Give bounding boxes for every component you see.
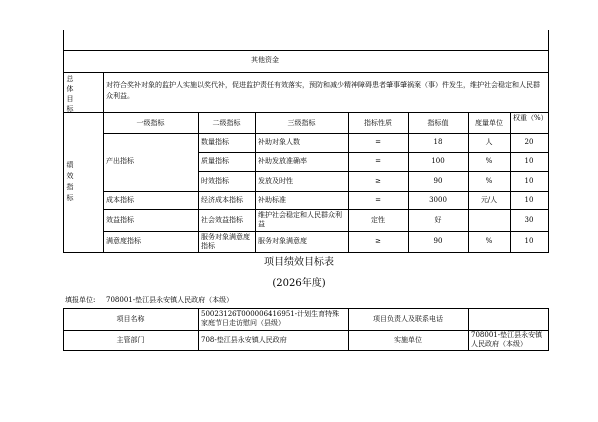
cell-level1: 满意度指标 xyxy=(106,237,141,245)
header-value: 指标值 xyxy=(427,119,449,127)
cell-level3: 发放及时性 xyxy=(258,177,293,185)
cell-nature: = xyxy=(375,196,381,204)
cell-weight: 30 xyxy=(524,216,534,224)
header-nature: 指标性质 xyxy=(364,119,392,127)
dept-value: 708-垫江县永安镇人民政府 xyxy=(201,336,287,344)
cell-unit: % xyxy=(485,177,493,185)
cell-value: 18 xyxy=(433,138,443,146)
cell-level3: 补助发放准确率 xyxy=(258,157,307,165)
cell-level1: 产出指标 xyxy=(106,157,134,165)
overall-goal-label: 总体目标 xyxy=(66,75,74,113)
cell-level2: 数量指标 xyxy=(201,138,229,146)
cell-level1: 成本指标 xyxy=(106,196,134,204)
fill-unit-label: 填报单位: xyxy=(65,296,96,304)
cell-level3: 服务对象满意度 xyxy=(258,237,307,245)
other-funds-label: 其他资金 xyxy=(251,56,279,64)
project-name-value: 50023126T000006416951-计划生育特殊家庭节日走访慰问（县级） xyxy=(201,310,340,327)
header-level3: 三级指标 xyxy=(287,119,316,127)
cell-level2: 质量指标 xyxy=(201,157,229,165)
cell-unit: 元/人 xyxy=(480,196,498,204)
cell-unit: % xyxy=(485,157,493,165)
cell-level3: 补助对象人数 xyxy=(258,138,300,146)
cell-nature: ≥ xyxy=(375,237,381,245)
cell-level3: 补助标准 xyxy=(258,196,286,204)
document-title: 项目绩效目标表 xyxy=(264,257,334,268)
cell-value: 90 xyxy=(433,177,443,185)
cell-value: 100 xyxy=(431,157,445,165)
cell-level2: 服务对象满意度指标 xyxy=(201,233,250,250)
overall-goal-text: 对符合奖补对象的监护人实施以奖代补，促进监护责任有效落实，预防和减少精神障碍患者肇事肇祸案（事）件发生，维护社会稳定和人民群众利益。 xyxy=(106,81,540,100)
cell-nature: = xyxy=(375,157,381,165)
cell-weight: 10 xyxy=(524,196,534,204)
cell-nature: = xyxy=(375,138,381,146)
impl-unit-value: 708001-垫江县永安镇人民政府（本级） xyxy=(471,331,543,348)
cell-level2: 经济成本指标 xyxy=(201,196,243,204)
cell-unit: % xyxy=(485,237,493,245)
header-level1: 一级指标 xyxy=(136,119,165,127)
project-leader-label: 项目负责人及联系电话 xyxy=(373,315,443,323)
cell-weight: 10 xyxy=(524,237,534,245)
cell-level1: 效益指标 xyxy=(106,216,134,224)
cell-weight: 10 xyxy=(524,177,534,185)
header-level2: 二级指标 xyxy=(212,119,241,127)
cell-unit: 人 xyxy=(485,138,493,146)
cell-weight: 20 xyxy=(524,138,534,146)
dept-label: 主管部门 xyxy=(116,336,145,344)
impl-unit-label: 实施单位 xyxy=(394,336,422,344)
cell-nature: ≥ xyxy=(375,177,381,185)
cell-level2: 时效指标 xyxy=(201,177,229,185)
document-year: (2026年度) xyxy=(272,278,326,289)
project-name-label: 项目名称 xyxy=(116,315,145,323)
cell-nature: 定性 xyxy=(371,216,385,224)
cell-value: 90 xyxy=(433,237,443,245)
cell-value: 3000 xyxy=(429,196,447,204)
cell-value: 好 xyxy=(434,216,442,224)
cell-weight: 10 xyxy=(524,157,534,165)
performance-indicator-label: 绩效指标 xyxy=(66,161,74,202)
fill-unit-value: 708001-垫江县永安镇人民政府（本级） xyxy=(106,296,234,304)
header-weight: 权重（%） xyxy=(513,114,548,122)
cell-level3: 维护社会稳定和人民群众利益 xyxy=(258,211,342,228)
header-unit: 度量单位 xyxy=(475,119,503,127)
cell-level2: 社会效益指标 xyxy=(201,216,243,224)
